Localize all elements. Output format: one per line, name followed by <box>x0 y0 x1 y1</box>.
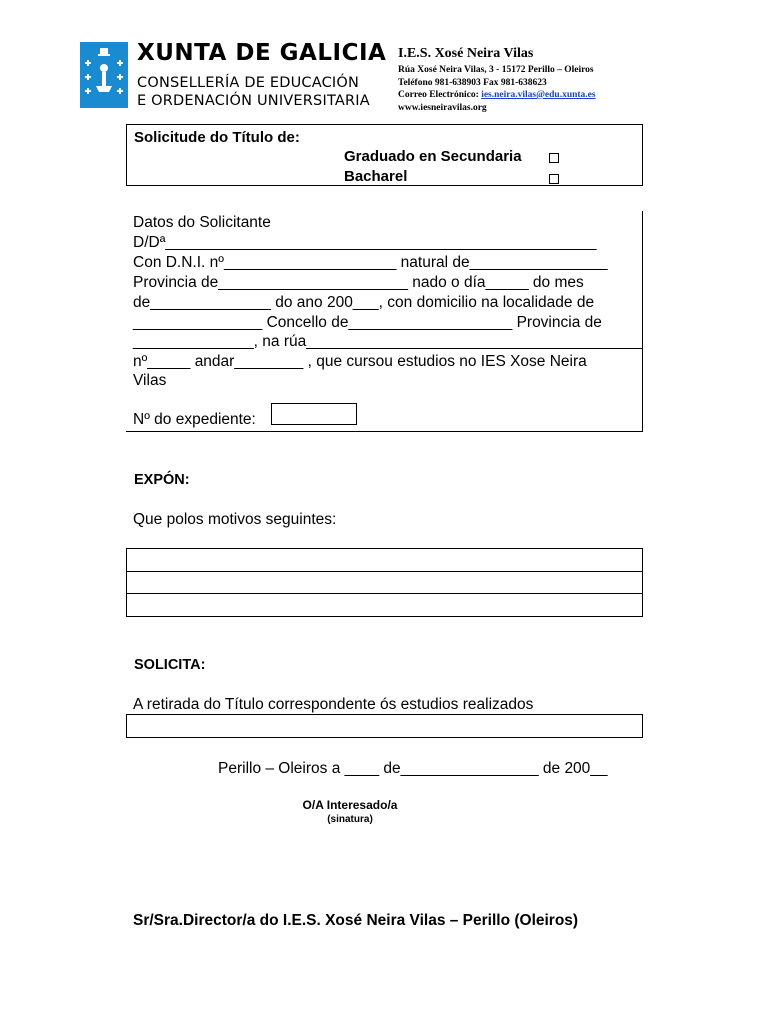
firma-label: O/A Interesado/a <box>302 798 398 812</box>
titulo-label: Solicitude do Título de: <box>134 129 300 146</box>
datos-line-ano: de______________ do ano 200___, con domicilio na localidade de <box>133 294 595 311</box>
expediente-input[interactable] <box>271 403 357 425</box>
datos-line-dni: Con D.N.I. nº____________________ natural de________________ <box>133 254 608 271</box>
consellaria-line-1: CONSELLERÍA DE EDUCACIÓN <box>137 75 360 91</box>
expediente-label: Nº do expediente: <box>133 411 256 428</box>
solicita-input-box[interactable] <box>126 714 643 738</box>
fecha-line: Perillo – Oleiros a ____ de________________ de 200__ <box>218 760 608 777</box>
school-name: I.E.S. Xosé Neira Vilas <box>398 46 534 61</box>
datos-line-name: D/Dª__________________________________________________ <box>133 234 597 251</box>
motivos-row[interactable] <box>127 594 642 617</box>
datos-heading: Datos do Solicitante <box>133 214 271 231</box>
solicita-text: A retirada do Título correspondente ós estudios realizados <box>133 696 534 713</box>
motivos-row[interactable] <box>127 549 642 572</box>
motivos-table <box>126 548 643 617</box>
expon-text: Que polos motivos seguintes: <box>133 511 337 528</box>
footer-addressee: Sr/Sra.Director/a do I.E.S. Xosé Neira Vilas – Perillo (Oleiros) <box>133 912 579 929</box>
email-label: Correo Electrónico: <box>398 90 482 100</box>
datos-line-concello: _______________ Concello de___________________ Provincia de <box>133 314 602 331</box>
school-web: www.iesneiravilas.org <box>398 102 487 113</box>
motivos-row[interactable] <box>127 572 642 595</box>
solicita-heading: SOLICITA: <box>134 657 206 673</box>
firma-sub: (sinatura) <box>327 814 373 825</box>
consellaria-name <box>137 74 370 110</box>
school-address: Rúa Xosé Neira Vilas, 3 - 15172 Perillo – Oleiros <box>398 65 594 75</box>
option-bacharel-label: Bacharel <box>344 168 408 185</box>
email-link[interactable]: ies.neira.vilas@edu.xunta.es <box>481 90 596 100</box>
option-graduado-label: Graduado en Secundaria <box>344 148 522 165</box>
datos-line-provincia: Provincia de______________________ nado o día_____ do mes <box>133 274 584 291</box>
xunta-brand: XUNTA DE GALICIA <box>137 40 387 66</box>
consellaria-line-2: E ORDENACIÓN UNIVERSITARIA <box>137 93 370 109</box>
school-phone: Teléfono 981-638903 Fax 981-638623 <box>398 77 547 88</box>
firma-block <box>260 798 440 825</box>
datos-line-andar: nº_____ andar________ , que cursou estudios no IES Xose Neira <box>133 353 587 370</box>
school-info <box>398 46 596 114</box>
datos-line-rua: ______________, na rúa_______________________________________ <box>133 333 643 350</box>
bacharel-checkbox[interactable] <box>549 174 559 184</box>
datos-line-vilas: Vilas <box>133 372 167 389</box>
expon-heading: EXPÓN: <box>134 472 190 488</box>
graduado-checkbox[interactable] <box>549 153 559 163</box>
galicia-coat-of-arms-icon <box>80 42 128 108</box>
school-email <box>398 89 596 102</box>
